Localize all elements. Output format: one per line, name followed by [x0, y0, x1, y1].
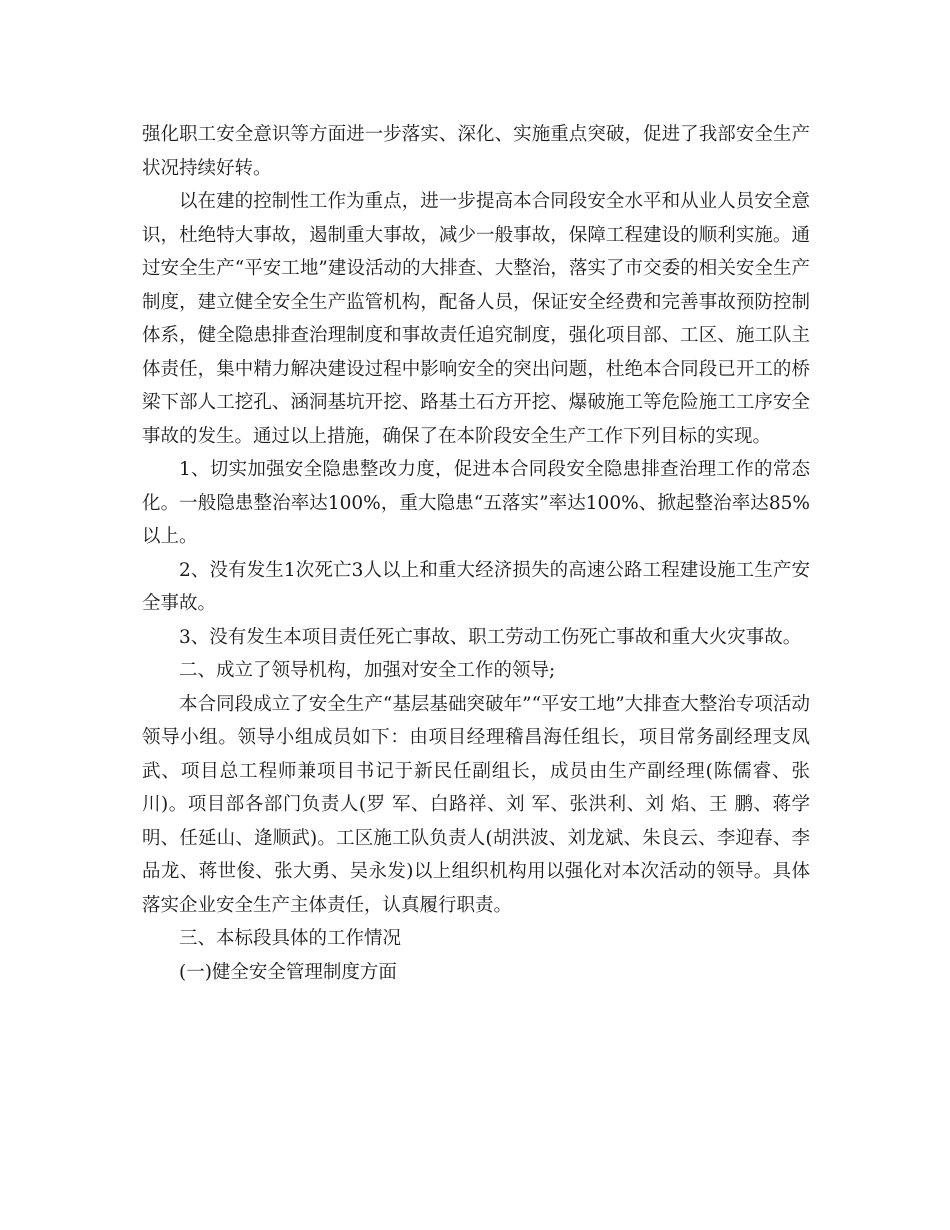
- paragraph: 强化职工安全意识等方面进一步落实、深化、实施重点突破，促进了我部安全生产状况持续好转。: [142, 124, 810, 179]
- section-heading: 三、本标段具体的工作情况: [179, 928, 402, 949]
- paragraph: 2、没有发生1次死亡3人以上和重大经济损失的高速公路工程建设施工生产安全事故。: [142, 559, 810, 614]
- document-body: [142, 118, 810, 989]
- paragraph: 3、没有发生本项目责任死亡事故、职工劳动工伤死亡事故和重大火灾事故。: [179, 626, 802, 648]
- section-heading: 二、成立了领导机构，加强对安全工作的领导;: [179, 660, 556, 681]
- subsection-heading: (一)健全安全管理制度方面: [179, 961, 397, 983]
- paragraph: 以在建的控制性工作为重点，进一步提高本合同段安全水平和从业人员安全意识，杜绝特大事故，遏制重大事故，减少一般事故，保障工程建设的顺利实施。通过安全生产“平安工地”建设活动的大排查、大整治，落实了市交委的相关安全生产制度，建立健全安全生产监管机构，配备人员，保证安全经费和完善事故预防控制体系，健全隐患排查治理制度和事故责任追究制度，强化项目部、工区、施工队主体责任，集中精力解决建设过程中影响安全的突出问题，杜绝本合同段已开工的桥梁下部人工挖孔、涵洞基坑开挖、路基土石方开挖、爆破施工等危险施工工序安全事故的发生。通过以上措施，确保了在本阶段安全生产工作下列目标的实现。: [142, 191, 810, 447]
- paragraph: 1、切实加强安全隐患整改力度，促进本合同段安全隐患排查治理工作的常态化。一般隐患整治率达100%，重大隐患“五落实”率达100%、掀起整治率达85%以上。: [142, 459, 810, 547]
- paragraph: 本合同段成立了安全生产“基层基础突破年”“平安工地”大排查大整治专项活动领导小组。领导小组成员如下：由项目经理稽昌海任组长，项目常务副经理支凤武、项目总工程师兼项目书记于新民任副组长，成员由生产副经理(陈儒睿、张 川)。项目部各部门负责人(罗 军、白路祥、刘 军、张洪利、刘 焰、王 鹏、蒋学明、任延山、逄顺武)。工区施工队负责人(胡洪波、刘龙斌、朱良云、李迎春、李品龙、蒋世俊、张大勇、吴永发)以上组织机构用以强化对本次活动的领导。具体落实企业安全生产主体责任，认真履行职责。: [142, 693, 810, 916]
